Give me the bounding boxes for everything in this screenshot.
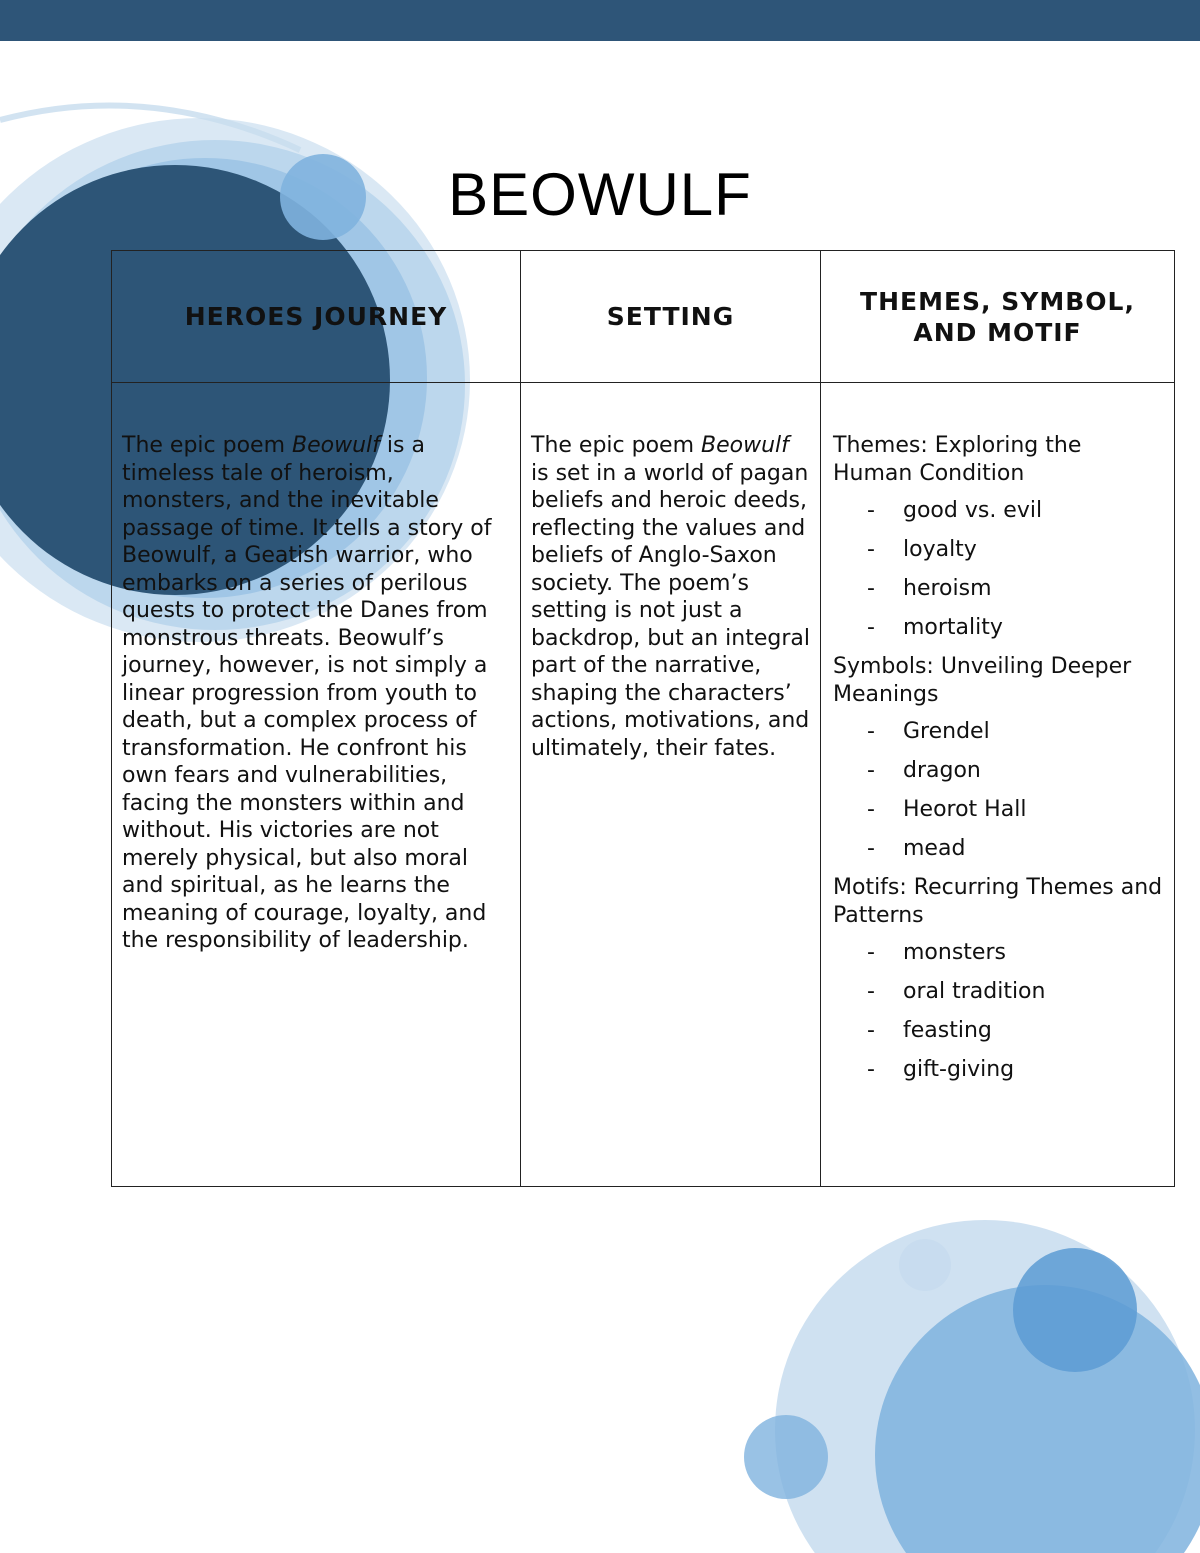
dash-bullet: -: [867, 836, 875, 861]
list-item-text: Heorot Hall: [903, 797, 1027, 822]
list-item-text: Grendel: [903, 719, 990, 744]
list-item-text: feasting: [903, 1018, 992, 1043]
themes-list: [833, 497, 1166, 642]
dash-bullet: -: [867, 940, 875, 965]
list-item: [833, 575, 1166, 603]
dash-bullet: -: [867, 797, 875, 822]
list-item: [833, 939, 1166, 967]
list-item-text: monsters: [903, 940, 1006, 965]
themes-cell: [821, 383, 1175, 1187]
list-item: [833, 497, 1166, 525]
table-header-row: [112, 251, 1175, 383]
dash-bullet: -: [867, 758, 875, 783]
header-setting: SETTING: [521, 251, 821, 383]
poem-title-italic: Beowulf: [292, 433, 380, 458]
symbols-heading: Symbols: Unveiling Deeper Meanings: [833, 654, 1132, 707]
list-item-text: gift-giving: [903, 1057, 1015, 1082]
motifs-list: [833, 939, 1166, 1084]
list-item: [833, 718, 1166, 746]
symbols-list: [833, 718, 1166, 863]
themes-heading: Themes: Exploring the Human Condition: [833, 433, 1082, 486]
dash-bullet: -: [867, 1057, 875, 1082]
dash-bullet: -: [867, 615, 875, 640]
dash-bullet: -: [867, 719, 875, 744]
setting-text: [531, 432, 810, 762]
list-item: [833, 1017, 1166, 1045]
list-item-text: heroism: [903, 576, 992, 601]
table-body-row: [112, 383, 1175, 1187]
list-item-text: mortality: [903, 615, 1003, 640]
list-item-text: good vs. evil: [903, 498, 1043, 523]
motifs-heading: Motifs: Recurring Themes and Patterns: [833, 875, 1163, 928]
bottom-right-watercolor-circles: [744, 1220, 1200, 1553]
beowulf-table: [111, 250, 1175, 1187]
dash-bullet: -: [867, 1018, 875, 1043]
dash-bullet: -: [867, 979, 875, 1004]
poem-title-italic: Beowulf: [701, 433, 789, 458]
heroes-journey-text: [122, 432, 510, 955]
list-item: [833, 536, 1166, 564]
list-item: [833, 835, 1166, 863]
text-run: The epic poem: [122, 433, 292, 458]
setting-cell: [521, 383, 821, 1187]
list-item: [833, 614, 1166, 642]
text-run: is a timeless tale of heroism, monsters, and the inevitable passage of time. It tells a story of Beowulf, a Geatish warrior, who embarks on a series of perilous quests to protect the Danes from monstrous threats. Beowulf’s journey, however, is not simply a linear progression from youth to death, but a complex process of transformation. He confront his own fears and vulnerabilities, facing the monsters within and without. His victories are not merely physical, but also moral and spiritual, as he learns the meaning of courage, loyalty, and the responsibility of leadership.: [122, 433, 492, 953]
header-themes-symbol-motif: THEMES, SYMBOL, AND MOTIF: [821, 251, 1175, 383]
header-heroes-journey: HEROES JOURNEY: [112, 251, 521, 383]
dash-bullet: -: [867, 537, 875, 562]
list-item-text: oral tradition: [903, 979, 1046, 1004]
list-item: [833, 1056, 1166, 1084]
list-item-text: loyalty: [903, 537, 977, 562]
list-item: [833, 978, 1166, 1006]
list-item-text: mead: [903, 836, 966, 861]
heroes-journey-cell: [112, 383, 521, 1187]
text-run: The epic poem: [531, 433, 701, 458]
dash-bullet: -: [867, 498, 875, 523]
dash-bullet: -: [867, 576, 875, 601]
document-title: BEOWULF: [448, 161, 752, 228]
list-item: [833, 796, 1166, 824]
text-run: is set in a world of pagan beliefs and heroic deeds, reflecting the values and beliefs of Anglo-Saxon society. The poem’s setting is not just a backdrop, but an integral part of the narrative, shaping the characters’ actions, motivations, and ultimately, their fates.: [531, 460, 810, 761]
list-item-text: dragon: [903, 758, 981, 783]
list-item: [833, 757, 1166, 785]
